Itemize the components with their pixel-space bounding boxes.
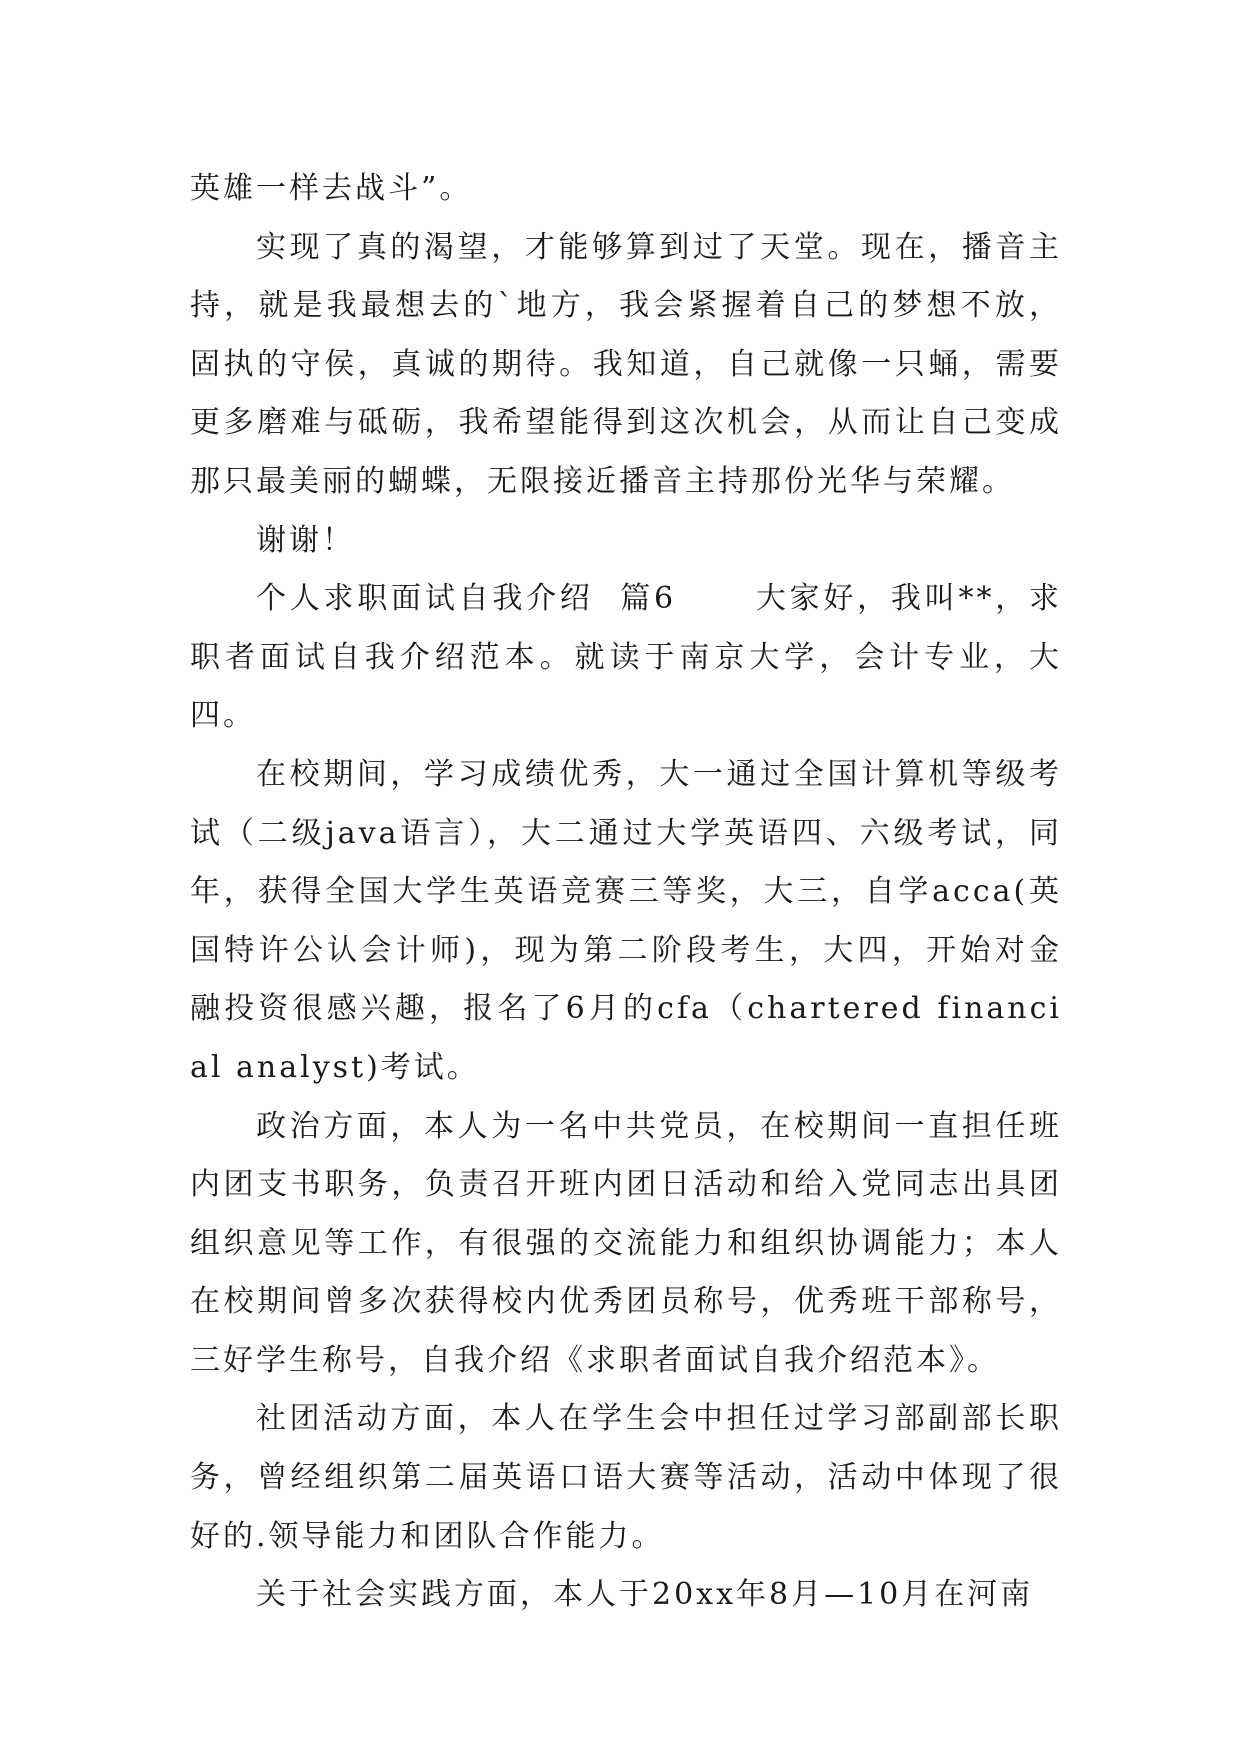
paragraph-3: 谢谢！ [256, 522, 355, 558]
paragraph-8: 关于社会实践方面，本人于20xx年8月—10月在河南 [256, 1577, 1034, 1613]
document-body [190, 160, 1062, 1625]
paragraph-6: 政治方面，本人为一名中共党员，在校期间一直担任班内团支书职务，负责召开班内团日活动和给入党同志出具团组织意见等工作，有很强的交流能力和组织协调能力；本人在校期间曾多次获得校内优秀团员称号，优秀班干部称号，三好学生称号，自我介绍《求职者面试自我介绍范本》。 [190, 1108, 1062, 1378]
paragraph-2: 实现了真的渴望，才能够算到过了天堂。现在，播音主持，就是我最想去的`地方，我会紧握着自己的梦想不放，固执的守侯，真诚的期待。我知道，自己就像一只蛹，需要更多磨难与砥砺，我希望能得到这次机会，从而让自己变成那只最美丽的蝴蝶，无限接近播音主持那份光华与荣耀。 [190, 229, 1062, 499]
paragraph-5: 在校期间，学习成绩优秀，大一通过全国计算机等级考试（二级java语言），大二通过大学英语四、六级考试，同年，获得全国大学生英语竞赛三等奖，大三，自学acca(英国特许公认会计师)，现为第二阶段考生，大四，开始对金融投资很感兴趣，报名了6月的cfa（chartered financial analyst)考试。 [190, 756, 1062, 1085]
paragraph-1: 英雄一样去战斗”。 [190, 171, 473, 206]
paragraph-7: 社团活动方面，本人在学生会中担任过学习部副部长职务，曾经组织第二届英语口语大赛等活动，活动中体现了很好的.领导能力和团队合作能力。 [190, 1401, 1062, 1554]
paragraph-4: 个人求职面试自我介绍 篇6 大家好，我叫**，求职者面试自我介绍范本。就读于南京大学，会计专业，大四。 [190, 581, 1062, 734]
